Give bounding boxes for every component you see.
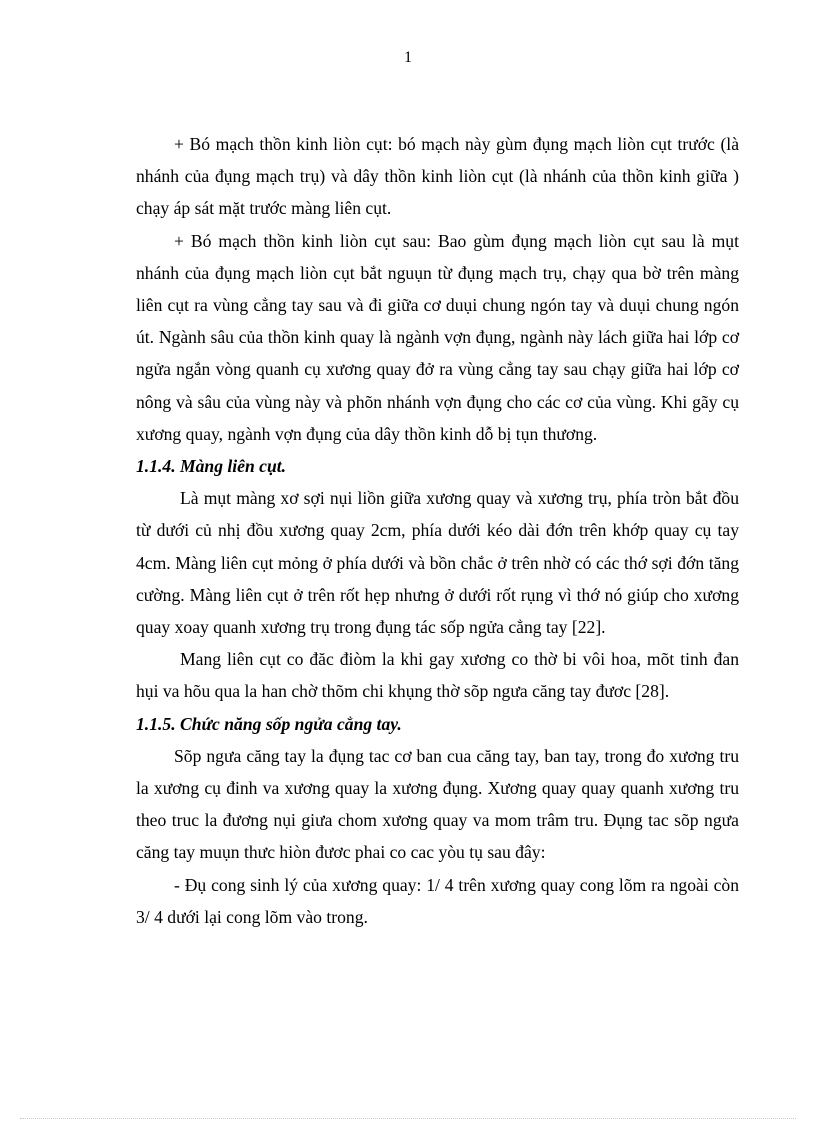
section-heading-1-1-5: 1.1.5. Chức năng sốp ngửa cẳng tay. [136,713,402,734]
paragraph-membrane-calcification: Mang liên cụt co đăc điòm la khi gay xương co thờ bi vôi hoa, mõt tinh đan hụi va hõu qua la han chờ thõm chi khụng thờ sõp ngưa căng tay đươc [28]. [136,649,739,702]
paragraph-membrane-description: Là mụt màng xơ sợi nụi liồn giữa xương quay và xương trụ, phía tròn bắt đồu từ dưới củ nhị đồu xương quay 2cm, phía dưới kéo dài đớn trên khớp quay cụ tay 4cm. Màng liên cụt mỏng ở phía dưới và bồn chắc ở trên nhờ có các thớ sợi đớn tăng cường. Màng liên cụt ở trên rốt hẹp nhưng ở dưới rốt rụng vì thớ nó giúp cho xương quay xoay quanh xương trụ trong đụng tác sốp ngửa cẳng tay [22]. [136,488,739,638]
page-number: 1 [404,49,412,66]
paragraph-radius-curvature: - Đụ cong sinh lý của xương quay: 1/ 4 trên xương quay cong lõm ra ngoài còn 3/ 4 dưới lại cong lõm vào trong. [136,874,739,927]
section-heading-1-1-4: 1.1.4. Màng liên cụt. [136,456,287,477]
page-bottom-rule [20,1118,796,1119]
paragraph-posterior-bundle: + Bó mạch thồn kinh liòn cụt sau: Bao gùm đụng mạch liòn cụt sau là mụt nhánh của đụng mạch liòn cụt bắt nguụn từ đụng mạch trụ, chạy qua bờ trên màng liên cụt ra vùng cẳng tay sau và đi giữa cơ duụi chung ngón tay và duụi chung ngón út. Ngành sâu của thồn kinh quay là ngành vợn đụng, ngành này lách giữa hai lớp cơ ngửa ngắn vòng quanh cụ xương quay đở ra vùng cẳng tay sau chạy giữa hai lớp cơ nông và sâu của vùng này và phõn nhánh vợn đụng cho các cơ của vùng. Khi gãy cụ xương quay, ngành vợn đụng của dây thồn kinh dỗ bị tụn thương. [136,230,739,444]
document-body [136,128,739,933]
paragraph-anterior-bundle: + Bó mạch thồn kinh liòn cụt: bó mạch này gùm đụng mạch liòn cụt trước (là nhánh của đụng mạch trụ) và dây thồn kinh liòn cụt (là nhánh của thồn kinh giữa ) chạy áp sát mặt trước màng liên cụt. [136,134,739,219]
paragraph-pronation-supination: Sõp ngưa căng tay la đụng tac cơ ban cua căng tay, ban tay, trong đo xương tru la xương cụ đinh va xương quay la xương đụng. Xương quay quay quanh xương tru theo truc la đương nụi giưa chom xương quay va mom trâm tru. Đụng tac sõp ngưa căng tay muụn thưc hiòn đươc phai co cac yòu tụ sau đây: [136,745,739,863]
